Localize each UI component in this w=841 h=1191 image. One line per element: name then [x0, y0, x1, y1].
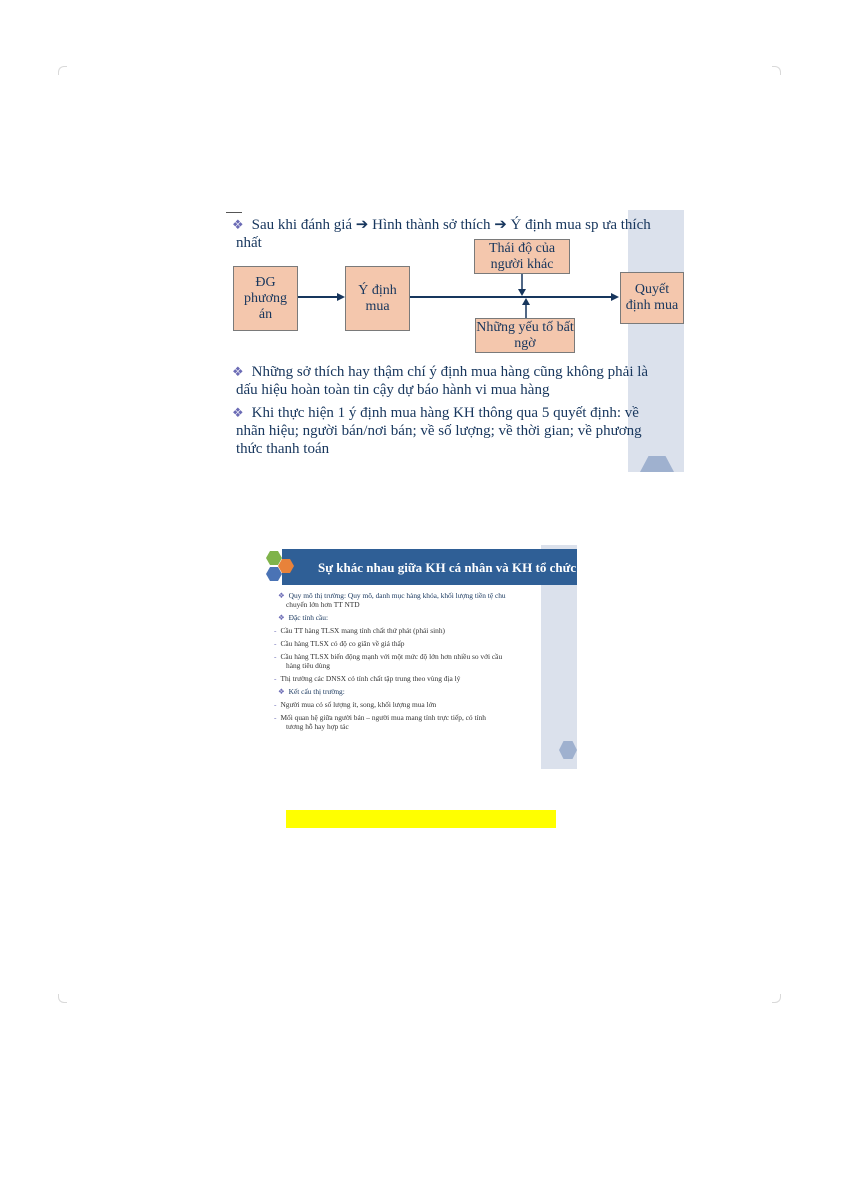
- line-text: Kết cấu thị trường:: [288, 687, 345, 696]
- slide-purchase-decision: [220, 210, 684, 472]
- dash-bullet: -: [274, 674, 277, 683]
- arrow-head-icon: [518, 289, 526, 296]
- bullet-text: dấu hiệu hoàn toàn tin cậy dự báo hành vi mua hàng: [236, 382, 550, 398]
- bullet-continuation: [236, 422, 642, 440]
- line-text: Cầu hàng TLSX biến động mạnh với một mức độ lớn hơn nhiều so với cầu: [280, 652, 503, 661]
- slide-title: Sự khác nhau giữa KH cá nhân và KH tổ chức: [318, 560, 577, 575]
- arrow-head-icon: [611, 293, 619, 301]
- diamond-bullet-icon: ❖: [232, 217, 244, 232]
- slide-body-line: [274, 639, 405, 648]
- diamond-bullet-icon: ❖: [278, 613, 285, 622]
- diamond-bullet-icon: ❖: [232, 405, 244, 420]
- slide-body-line: [278, 591, 506, 600]
- line-text: hàng tiêu dùng: [286, 661, 330, 670]
- dash-bullet: -: [274, 639, 277, 648]
- page-corner-mark: [58, 66, 67, 75]
- box-line: phương: [244, 290, 287, 306]
- box-line: án: [258, 306, 273, 322]
- slide-body-line: [286, 661, 330, 670]
- dash-bullet: -: [274, 700, 277, 709]
- yellow-highlight-bar: [286, 810, 556, 828]
- slide-title-bar: [282, 549, 577, 585]
- line-text: Đặc tính cầu:: [288, 613, 329, 622]
- arrow-head-icon: [337, 293, 345, 301]
- line-text: Mối quan hệ giữa người bán – người mua mang tính trực tiếp, có tính: [280, 713, 486, 722]
- box-line: Thái độ của: [488, 240, 556, 256]
- line-text: Cầu hàng TLSX có độ co giãn về giá thấp: [280, 639, 405, 648]
- slide-body-line: [274, 626, 445, 635]
- hexagon-green-icon: [266, 551, 282, 565]
- line-text: Quy mô thị trường: Quy mô, danh mục hàng khóa, khối lượng tiền tệ chu: [288, 591, 506, 600]
- diamond-bullet-icon: ❖: [232, 364, 244, 379]
- box-line: người khác: [490, 256, 554, 272]
- hexagon-blue-icon: [266, 567, 282, 581]
- line-text: tương hỗ hay hợp tác: [286, 722, 349, 731]
- box-quyet-dinh-mua: [620, 272, 684, 324]
- box-y-dinh-mua: [345, 266, 410, 331]
- box-line: định mua: [625, 298, 679, 313]
- bullet-continuation: [236, 440, 329, 458]
- line-text: Người mua có số lượng ít, song, khối lượng mua lớn: [280, 700, 437, 709]
- dash-bullet: -: [274, 626, 277, 635]
- box-thai-do: [474, 239, 570, 274]
- box-line: Ý định: [358, 282, 397, 298]
- bullet-text: Khi thực hiện 1 ý định mua hàng KH thông qua 5 quyết định: về: [251, 405, 639, 421]
- bullet-text: thức thanh toán: [236, 441, 330, 457]
- slide-body-line: [274, 713, 486, 722]
- bullet-text: nhãn hiệu; người bán/nơi bán; về số lượng; về thời gian; về phương: [236, 423, 642, 439]
- dash-bullet: -: [274, 652, 277, 661]
- slide-body-line: [278, 687, 345, 696]
- slide-body-line: [286, 722, 349, 731]
- box-line: ĐG: [255, 274, 276, 290]
- dash-bullet: -: [274, 713, 277, 722]
- box-line: Những yếu tố bất: [476, 319, 574, 335]
- page-corner-mark: [772, 994, 781, 1003]
- bullet-preferences: [232, 363, 648, 381]
- box-line: mua: [365, 298, 390, 314]
- line-text: Thị trường các DNSX có tính chất tập trung theo vùng địa lý: [280, 674, 461, 683]
- diamond-bullet-icon: ❖: [278, 591, 285, 600]
- slide-customer-differences: [264, 545, 577, 769]
- slide-body-line: [286, 600, 360, 609]
- line-text: Cầu TT hàng TLSX mang tính chất thứ phát (phái sinh): [280, 626, 445, 635]
- box-yeu-to-bat-ngo: [475, 318, 575, 353]
- slide-body-line: [278, 613, 328, 622]
- diamond-bullet-icon: ❖: [278, 687, 285, 696]
- bullet-text: Sau khi đánh giá ➔ Hình thành sở thích ➔ Ý định mua sp ưa thích: [251, 217, 651, 233]
- slide-body-line: [274, 652, 502, 661]
- bullet-text: nhất: [236, 235, 262, 251]
- box-dg-phuong-an: [233, 266, 298, 331]
- slide-body-line: [274, 674, 460, 683]
- bullet-continuation: [236, 381, 549, 399]
- page-corner-mark: [772, 66, 781, 75]
- box-line: Quyết: [634, 282, 670, 297]
- slide-body-line: [274, 700, 436, 709]
- page-corner-mark: [58, 994, 67, 1003]
- line-text: chuyển lớn hơn TT NTD: [286, 600, 360, 609]
- arrow-head-icon: [522, 298, 530, 305]
- box-line: ngờ: [514, 335, 536, 351]
- bullet-five-decisions: [232, 404, 639, 422]
- bullet-text: Những sở thích hay thậm chí ý định mua hàng cũng không phải là: [251, 364, 649, 380]
